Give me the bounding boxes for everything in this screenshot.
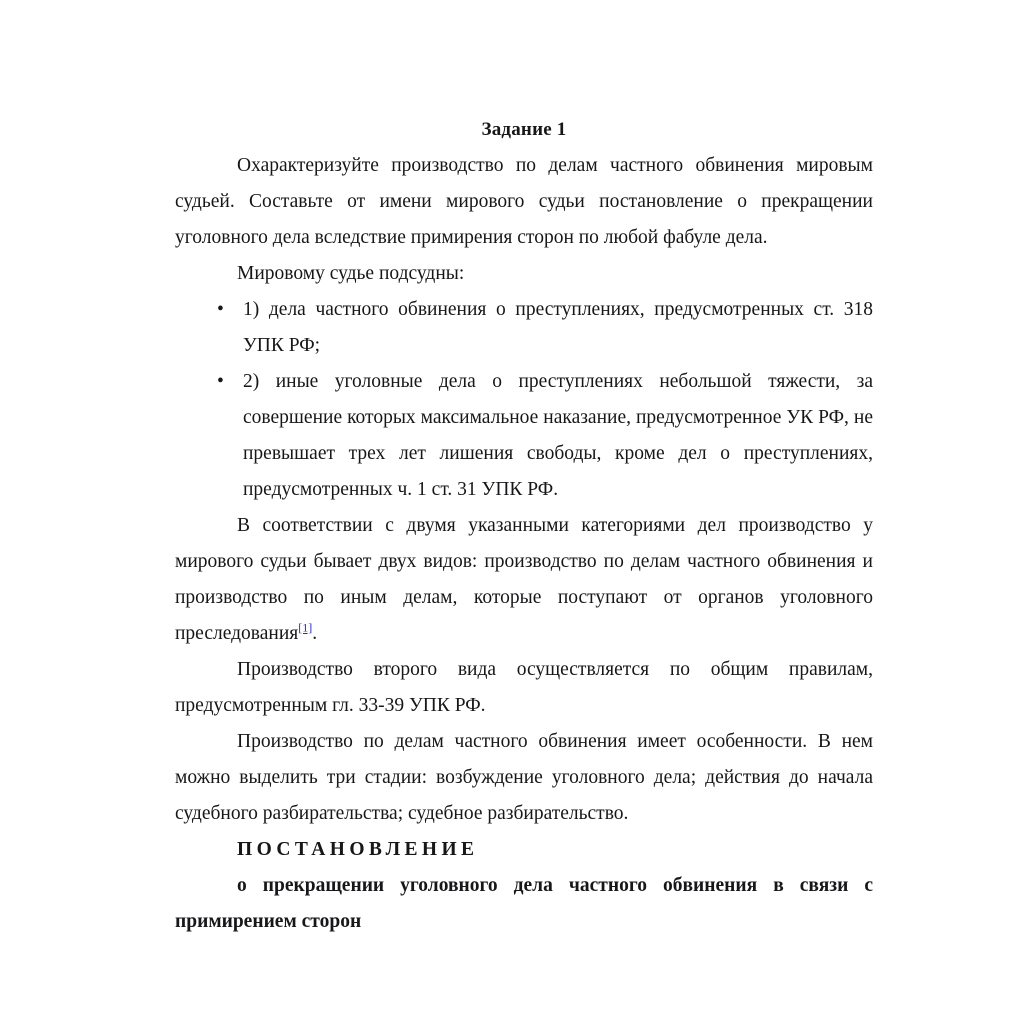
list-item: [175, 292, 873, 364]
list-item-label: 1) дела частного обвинения о преступлениях, предусмотренных ст. 318 УПК РФ;: [243, 299, 873, 356]
footnote-reference-link[interactable]: [1]: [298, 620, 313, 635]
paragraph-intro: Охарактеризуйте производство по делам частного обвинения мировым судьей. Составьте от имени мирового судьи постановление о прекращении уголовного дела вследствие примирения сторон по любой фабуле дела.: [175, 155, 873, 248]
paragraph-second-type: Производство второго вида осуществляется по общим правилам, предусмотренным гл. 33-39 УПК РФ.: [175, 659, 873, 716]
page-title: Задание 1: [481, 119, 567, 140]
bullet-icon: •: [217, 299, 224, 320]
paragraph-text-tail: .: [312, 623, 318, 644]
jurisdiction-list: [175, 292, 873, 508]
paragraph-two-categories: [175, 508, 873, 652]
bullet-icon: •: [217, 371, 224, 392]
list-item-label: 2) иные уголовные дела о преступлениях небольшой тяжести, за совершение которых максимальное наказание, предусмотренное УК РФ, не превышает трех лет лишения свободы, кроме дел о преступлениях, предусмотренных ч. 1 ст. 31 УПК РФ.: [243, 371, 873, 500]
paragraph-private-prosecution-stages: Производство по делам частного обвинения имеет особенности. В нем можно выделить три стадии: возбуждение уголовного дела; действия до начала судебного разбирательства; судебное разбирательство.: [175, 731, 873, 824]
paragraph-jurisdiction-lead: Мировому судье подсудны:: [237, 263, 465, 284]
document-content: [175, 112, 873, 940]
list-item: [175, 364, 873, 508]
ruling-heading: ПОСТАНОВЛЕНИЕ: [237, 839, 479, 860]
paragraph-text: В соответствии с двумя указанными категориями дел производство у мирового судьи бывает двух видов: производство по делам частного обвинения и производство по иным делам, которые поступают от органов уголовного преследования: [175, 515, 873, 644]
ruling-subheading: о прекращении уголовного дела частного обвинения в связи с примирением сторон: [175, 875, 873, 932]
